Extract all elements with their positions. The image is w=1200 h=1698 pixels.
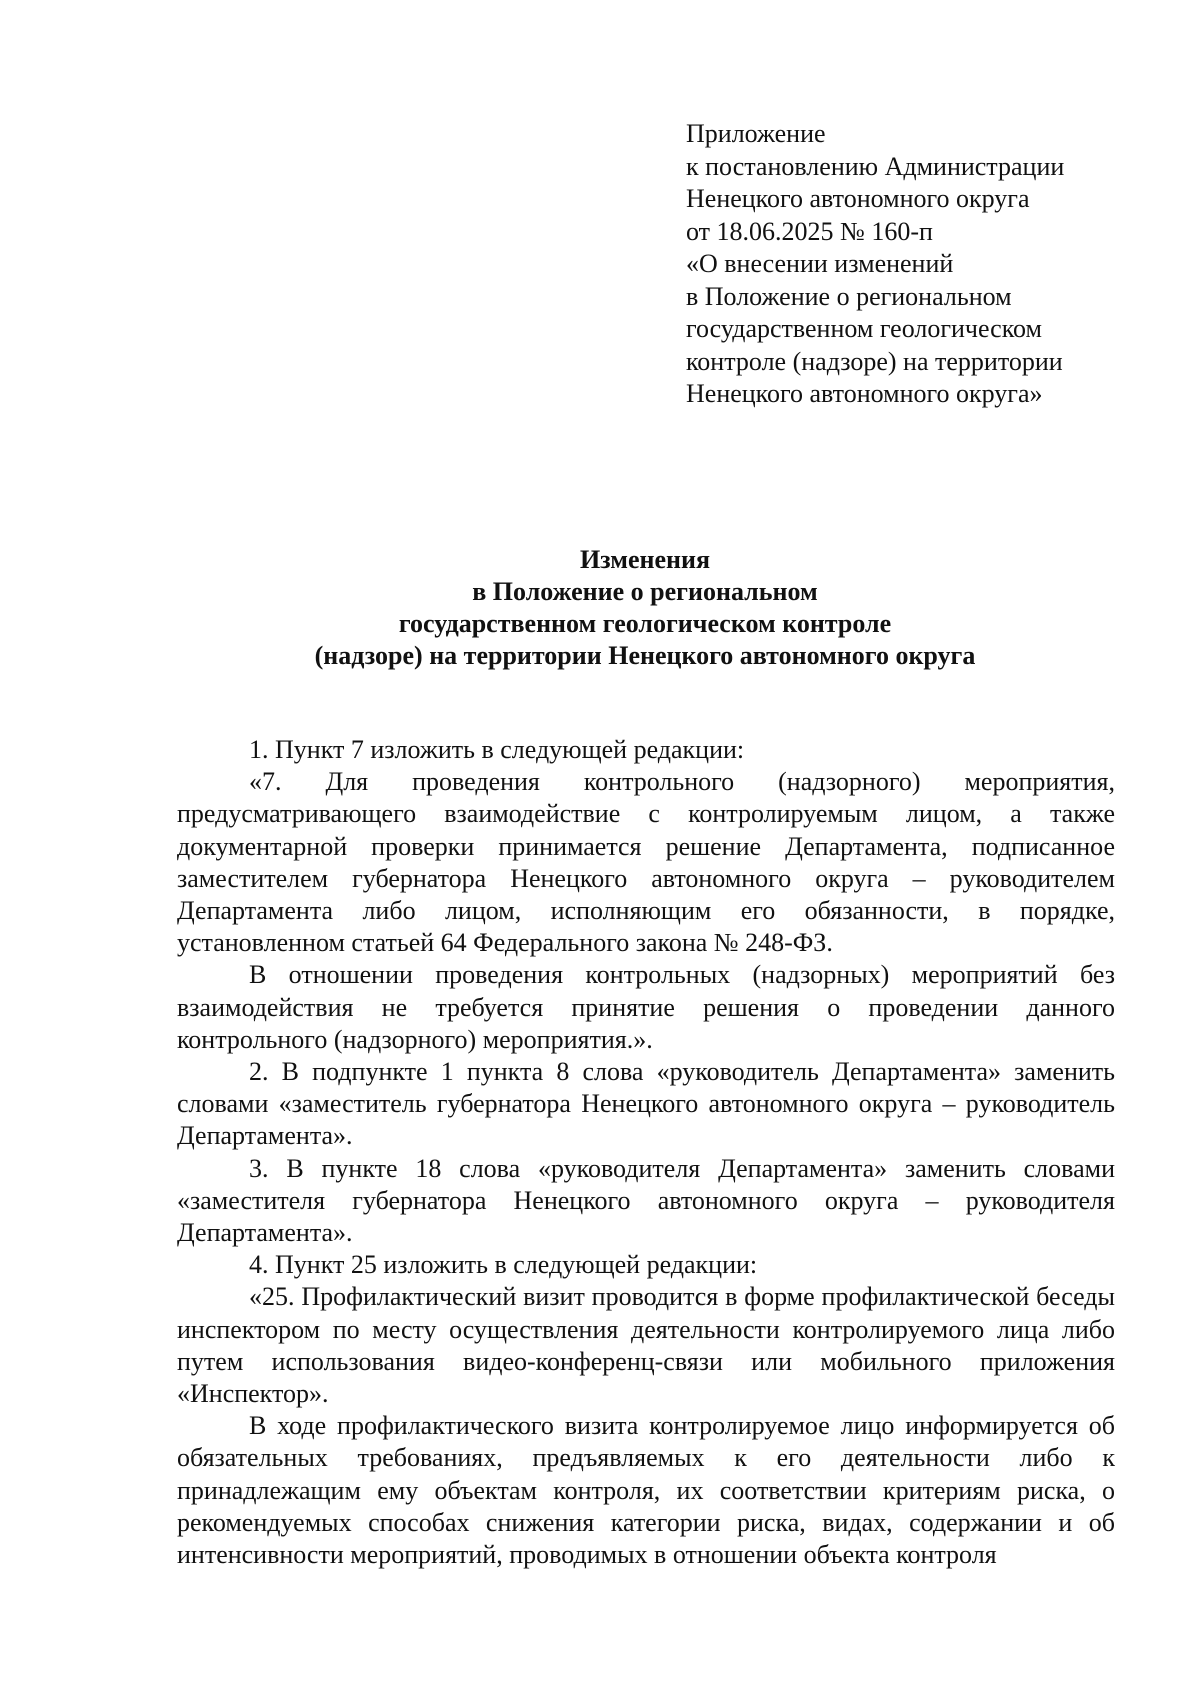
document-title: [175, 544, 1115, 672]
appendix-header: [686, 118, 1126, 411]
appendix-line: контроле (надзоре) на территории: [686, 346, 1063, 376]
title-line: государственном геологическом контроле: [398, 609, 892, 638]
appendix-line: Приложение: [686, 119, 826, 148]
paragraph-item-7-text: «7. Для проведения контрольного (надзорного) мероприятия, предусматривающего взаимодействие с контролируемым лицом, а также документарной проверки принимается решение Департамента, подписанное заместителем губернатора Ненецкого автономного округа – руководителем Департамента либо лицом, исполняющим его обязанности, в порядке, установленном статьей 64 Федерального закона № 248-ФЗ.: [177, 767, 1115, 958]
paragraph-visit-info: В ходе профилактического визита контролируемое лицо информируется об обязательных требованиях, предъявляемых к его деятельности либо к принадлежащим ему объектам контроля, их соответствии критериям риска, о рекомендуемых способах снижения категории риска, видах, содержании и об интенсивности мероприятий, проводимых в отношении объекта контроля: [177, 1411, 1115, 1570]
paragraph-item-2: 2. В подпункте 1 пункта 8 слова «руководитель Департамента» заменить словами «заместитель губернатора Ненецкого автономного округа – руководитель Департамента».: [177, 1057, 1115, 1151]
paragraph-item-1: 1. Пункт 7 изложить в следующей редакции:: [249, 735, 745, 764]
document-body: [177, 734, 1115, 1571]
paragraph-item-3: 3. В пункте 18 слова «руководителя Департамента» заменить словами «заместителя губернатора Ненецкого автономного округа – руководителя Департамента».: [177, 1153, 1115, 1248]
appendix-line: Ненецкого автономного округа: [686, 184, 1030, 213]
appendix-line: от 18.06.2025 № 160-п: [686, 216, 933, 246]
appendix-line: «О внесении изменений: [686, 249, 954, 278]
title-line: Изменения: [579, 545, 711, 574]
appendix-line: к постановлению Администрации: [686, 151, 1065, 181]
paragraph-no-interaction: В отношении проведения контрольных (надзорных) мероприятий без взаимодействия не требуется принятие решения о проведении данного контрольного (надзорного) мероприятия.».: [177, 960, 1115, 1054]
appendix-line: в Положение о региональном: [686, 281, 1012, 311]
title-line: (надзоре) на территории Ненецкого автономного округа: [314, 641, 976, 670]
paragraph-item-4: 4. Пункт 25 изложить в следующей редакции:: [249, 1250, 758, 1280]
appendix-line: государственном геологическом: [686, 314, 1042, 343]
title-line: в Положение о региональном: [472, 577, 818, 606]
appendix-line: Ненецкого автономного округа»: [686, 379, 1043, 408]
paragraph-item-25-text: «25. Профилактический визит проводится в форме профилактической беседы инспектором по месту осуществления деятельности контролируемого лица либо путем использования видео-конференц-связи или мобильного приложения «Инспектор».: [177, 1282, 1115, 1409]
